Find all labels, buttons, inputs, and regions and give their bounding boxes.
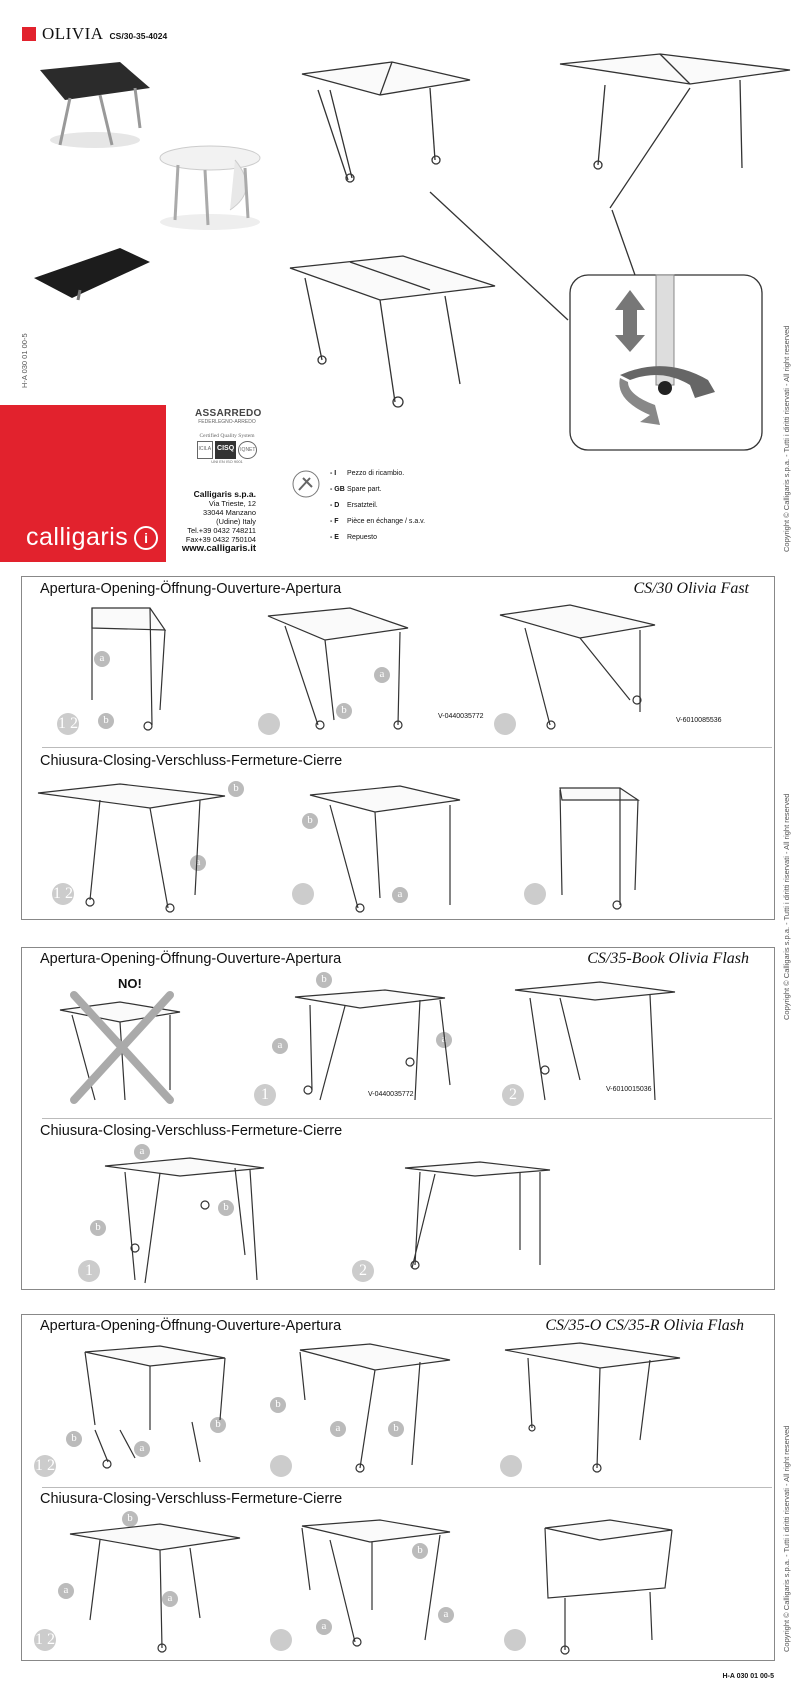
step-number: 2 <box>352 1260 374 1282</box>
label-b: b <box>218 1200 234 1216</box>
section2-opening-title: Apertura-Opening-Öffnung-Ouverture-Apertura <box>40 951 342 967</box>
legend-row: - E Repuesto <box>330 534 377 541</box>
label-a: a <box>134 1441 150 1457</box>
part-number: V-0440035772 <box>438 713 484 720</box>
label-b: b <box>388 1421 404 1437</box>
copyright-bottom: Copyright © Calligaris s.p.a. - Tutti i diritti riservati - All right reserved <box>782 1425 791 1652</box>
label-a: a <box>436 1032 452 1048</box>
warning-no: NO! <box>118 976 142 991</box>
step-number: 1 <box>254 1084 276 1106</box>
company-fax: Fax+39 0432 750104 <box>185 535 256 544</box>
step-number: 1 <box>78 1260 100 1282</box>
company-web: www.calligaris.it <box>181 543 256 554</box>
label-b: b <box>412 1543 428 1559</box>
part-number: V-6010085536 <box>676 717 722 724</box>
company-name: Calligaris s.p.a. <box>193 489 256 499</box>
label-b: b <box>316 972 332 988</box>
label-b: b <box>336 703 352 719</box>
assarredo-logo: ASSARREDO <box>195 408 262 419</box>
copyright-mid: Copyright © Calligaris s.p.a. - Tutti i diritti riservati - All right reserved <box>782 793 791 1020</box>
label-b: b <box>90 1220 106 1236</box>
section3-opening-title: Apertura-Opening-Öffnung-Ouverture-Apertura <box>40 1318 342 1334</box>
part-number: V-0440035772 <box>368 1091 414 1098</box>
label-b: b <box>302 813 318 829</box>
section1-opening-title: Apertura-Opening-Öffnung-Ouverture-Apertura <box>40 581 342 597</box>
label-a: a <box>190 855 206 871</box>
label-b: b <box>228 781 244 797</box>
label-b: b <box>66 1431 82 1447</box>
info-icon: i <box>134 526 158 550</box>
step-number: 1 2 <box>34 1629 56 1651</box>
company-street: Via Trieste, 12 <box>208 499 256 508</box>
company-tel: Tel.+39 0432 748211 <box>187 526 256 535</box>
section2-model: CS/35-Book Olivia Flash <box>587 950 749 967</box>
label-b: b <box>210 1417 226 1433</box>
label-a: a <box>94 651 110 667</box>
assarredo-sub: FEDERLEGNO-ARREDO <box>198 419 256 425</box>
label-a: a <box>392 887 408 903</box>
label-a: a <box>316 1619 332 1635</box>
company-city: 33044 Manzano <box>202 508 256 517</box>
iso-text: UNI EN ISO 9001 <box>211 459 243 464</box>
label-a: a <box>330 1421 346 1437</box>
section1-closing-title: Chiusura-Closing-Verschluss-Fermeture-Cierre <box>40 753 343 769</box>
legend-row: - I Pezzo di ricambio. <box>330 470 405 477</box>
label-a: a <box>438 1607 454 1623</box>
label-a: a <box>58 1583 74 1599</box>
section3-model: CS/35-O CS/35-R Olivia Flash <box>545 1317 744 1334</box>
label-b: b <box>122 1511 138 1527</box>
product-code: CS/30-35-4024 <box>109 31 168 41</box>
legend-row: - GB Spare part. <box>330 486 382 493</box>
label-b: b <box>98 713 114 729</box>
section3-closing-title: Chiusura-Closing-Verschluss-Fermeture-Cierre <box>40 1491 343 1507</box>
icila-badge: ICILA <box>197 441 214 459</box>
step-number: 1 2 <box>52 883 74 905</box>
label-a: a <box>162 1591 178 1607</box>
company-region: (Udine) Italy <box>216 517 256 526</box>
logo-text: calligaris <box>26 523 129 551</box>
label-a: a <box>134 1144 150 1160</box>
iqnet-badge: IQNET <box>238 441 257 459</box>
side-code: H-A 030 01 00-5 <box>20 333 29 388</box>
step-number: 1 2 <box>57 713 79 735</box>
label-a: a <box>272 1038 288 1054</box>
cisq-badge: CISQ <box>215 441 236 459</box>
step-number: 2 <box>502 1084 524 1106</box>
label-a: a <box>374 667 390 683</box>
brand-name: OLIVIA <box>42 24 104 43</box>
footer-code: H-A 030 01 00-5 <box>722 1673 774 1680</box>
legend-row: - D Ersatzteil. <box>330 502 378 509</box>
section2-closing-title: Chiusura-Closing-Verschluss-Fermeture-Cierre <box>40 1123 343 1139</box>
part-number: V-6010015036 <box>606 1086 652 1093</box>
section1-model: CS/30 Olivia Fast <box>633 580 749 597</box>
quality-text: Certified Quality System <box>199 433 255 439</box>
label-b: b <box>270 1397 286 1413</box>
legend-row: - F Pièce en échange / s.a.v. <box>330 518 426 525</box>
copyright-top: Copyright © Calligaris s.p.a. - Tutti i diritti riservati - All right reserved <box>782 325 791 552</box>
step-number: 1 2 <box>34 1455 56 1477</box>
